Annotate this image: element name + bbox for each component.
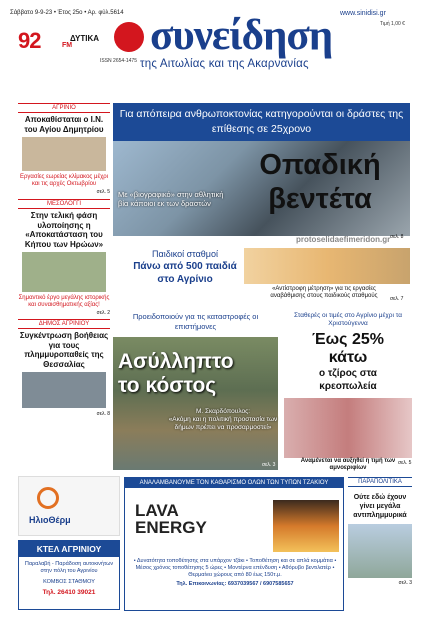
radio-name: ΔΥΤΙΚΑ — [70, 34, 100, 43]
website-link[interactable]: www.sinidisi.gr — [340, 10, 386, 17]
paraplevra-box[interactable] — [348, 477, 412, 611]
price: Τιμή 1,00 € — [380, 21, 405, 27]
kindergarten-line2: Πάνω από 500 παιδιά στο Αγρίνιο — [133, 261, 237, 285]
newspaper-title: συνείδηση — [150, 12, 333, 59]
dimos-page-ref: σελ. 8 — [96, 411, 110, 417]
mesolongi-page-ref: σελ. 2 — [96, 310, 110, 316]
agrinio-page-ref: σελ. 5 — [96, 189, 110, 195]
kindergarten-photo — [244, 248, 410, 284]
meat-page-ref: σελ. 5 — [398, 460, 412, 466]
section-tag-agrinio: ΑΓΡΙΝΙΟ — [18, 103, 110, 113]
meat-caption: Αναμένεται να αυξηθεί η τιμή των αμνοεριφίων — [300, 458, 396, 471]
radio-fm: FM — [62, 42, 73, 49]
disaster-page-ref: σελ. 3 — [262, 462, 276, 468]
meat-headline-line2: κάτω — [328, 349, 368, 366]
meat-kicker: Σταθερές οι τιμές στο Αγρίνιο μέχρι τα Χριστούγεννα — [294, 312, 402, 327]
ktel-text: Παραλαβή - Παράδοση αυτοκινήτων στην πόλη του Αγρινίου — [24, 561, 114, 574]
issue-year: • Έτος 25ο • — [53, 10, 87, 16]
issn: ISSN 2654-1475 — [100, 58, 137, 64]
quote-text: «Ακόμη και η πολιτική προστασία των δήμων πρέπει να προσαρμοστεί» — [168, 416, 278, 431]
heroes-garden-photo — [22, 252, 106, 292]
ktel-ad[interactable] — [18, 540, 120, 610]
mesolongi-subhead: Σημαντικό έργο μεγάλης ιστορικής και συναισθηματικής αξίας! — [18, 295, 110, 308]
paraplevra-photo — [348, 524, 412, 578]
lead-kicker: Για απόπειρα ανθρωποκτονίας κατηγορούνται οι δράστες της επίθεσης σε 25χρονο — [113, 103, 410, 141]
paraplevra-page-ref: σελ. 3 — [398, 580, 412, 586]
heliotherm-name: ΗλιοΘέρμ — [29, 515, 71, 525]
meat-headline-line4: κρεοπωλεία — [319, 381, 377, 392]
kindergarten-line1: Παιδικοί σταθμοί — [152, 249, 218, 259]
ktel-station: ΚΟΜΒΟΣ ΣΤΑΘΜΟΥ — [43, 579, 95, 585]
church-photo — [22, 137, 106, 171]
mesolongi-headline[interactable]: Στην τελική φάση υλοποίησης η «Αποκατάσταση του Κήπου των Ηρώων» — [24, 211, 104, 249]
paraplevra-headline: Ούτε εδώ έχουν γίνει μεγάλα αντιπλημμυρικά — [353, 494, 407, 519]
kindergarten-caption: «Αντίστροφη μέτρηση» για τις εργασίες αναβάθμισης στους παιδικούς σταθμούς — [270, 286, 378, 299]
issue-number: Αρ. φύλ.5614 — [87, 10, 124, 16]
sun-icon — [37, 487, 59, 509]
ktel-title: ΚΤΕΛ ΑΓΡΙΝΙΟΥ — [19, 541, 119, 557]
lava-feature-list: • Δυνατότητα τοποθέτησης στα υπάρχον τζάκι • Τοποθέτηση και σε απλά κομμάτια • Μέσος χρόνος τοποθέτησης 5 ώρες • Μοντέρνα επένδυση • Αθόρυβο βεντιλατέρ • Θερμαίνει χώρους από 80 έως 150τ.μ. — [133, 558, 337, 578]
fireplace-photo — [273, 500, 339, 552]
disaster-headline[interactable] — [118, 350, 234, 398]
left-column — [18, 103, 110, 471]
ktel-phone: Τηλ. 26410 39021 — [42, 589, 96, 596]
butcher-photo — [284, 398, 412, 458]
lava-brand — [135, 502, 207, 536]
lead-page-ref: σελ. 8 — [390, 234, 404, 240]
disaster-headline-line2: το κόστος — [118, 374, 217, 397]
disaster-kicker: Προειδοποιούν για τις καταστροφές οι επιστήμονες — [132, 312, 259, 331]
lead-headline-line2: βεντέτα — [268, 183, 372, 215]
lava-headline: ΑΝΑΛΑΜΒΑΝΟΥΜΕ ΤΟΝ ΚΑΘΑΡΙΣΜΟ ΟΛΩΝ ΤΩΝ ΤΥΠΩΝ ΤΖΑΚΙΟΥ — [125, 478, 343, 488]
lead-headline[interactable] — [230, 148, 410, 216]
kindergarten-box[interactable] — [130, 248, 240, 298]
lead-photo-caption: Με «βιογραφικό» στην αθλητική βία κάποιοι εκ των δραστών — [118, 190, 224, 208]
dimos-headline[interactable]: Συγκέντρωση βοήθειας για τους πλημμυροπαθείς της Θεσσαλίας — [19, 331, 109, 369]
lava-features — [131, 558, 339, 588]
lava-brand-line2: ENERGY — [135, 518, 207, 537]
quote-name: Μ. Σκαρδόπουλος: — [195, 408, 251, 415]
heliotherm-ad[interactable] — [18, 476, 120, 536]
kindergarten-page-ref: σελ. 7 — [390, 296, 404, 302]
newspaper-subtitle: της Αιτωλίας και της Ακαρνανίας — [140, 58, 309, 70]
radio-frequency: 92 — [18, 28, 41, 53]
lava-phone: Τηλ. Επικοινωνίας: 6937039567 / 6907585657 — [176, 581, 294, 587]
radio-logo-disc — [114, 22, 144, 52]
masthead-meta — [10, 10, 124, 16]
issue-date: Σάββατο 9-9-23 — [10, 10, 53, 16]
paraplevra-tag: ΠΑΡΑΠΟΛΙΤΙΚΑ — [348, 477, 412, 487]
disaster-headline-line1: Ασύλληπτο — [118, 350, 234, 373]
lead-headline-line1: Οπαδική — [259, 149, 381, 181]
flood-aid-photo — [22, 372, 106, 408]
meat-headline-line1: Έως 25% — [312, 331, 384, 348]
meat-headline-line3: ο τζίρος στα — [319, 368, 377, 379]
agrinio-headline[interactable]: Αποκαθίσταται ο Ι.Ν. του Αγίου Δημητρίου — [24, 115, 104, 134]
disaster-quote — [168, 408, 278, 432]
lava-energy-ad[interactable] — [124, 477, 344, 611]
section-tag-mesolongi: ΜΕΣΟΛΟΓΓΙ — [18, 199, 110, 209]
agrinio-subhead: Εργασίες εωρείας κλίμακος μέχρι και τις αρχές Οκτωβρίου — [19, 174, 109, 187]
watermark: protoselidaefimeridon.gr — [296, 235, 391, 244]
lava-brand-line1: LAVA — [135, 501, 179, 520]
section-tag-dimos: ΔΗΜΟΣ ΑΓΡΙΝΙΟΥ — [18, 319, 110, 329]
